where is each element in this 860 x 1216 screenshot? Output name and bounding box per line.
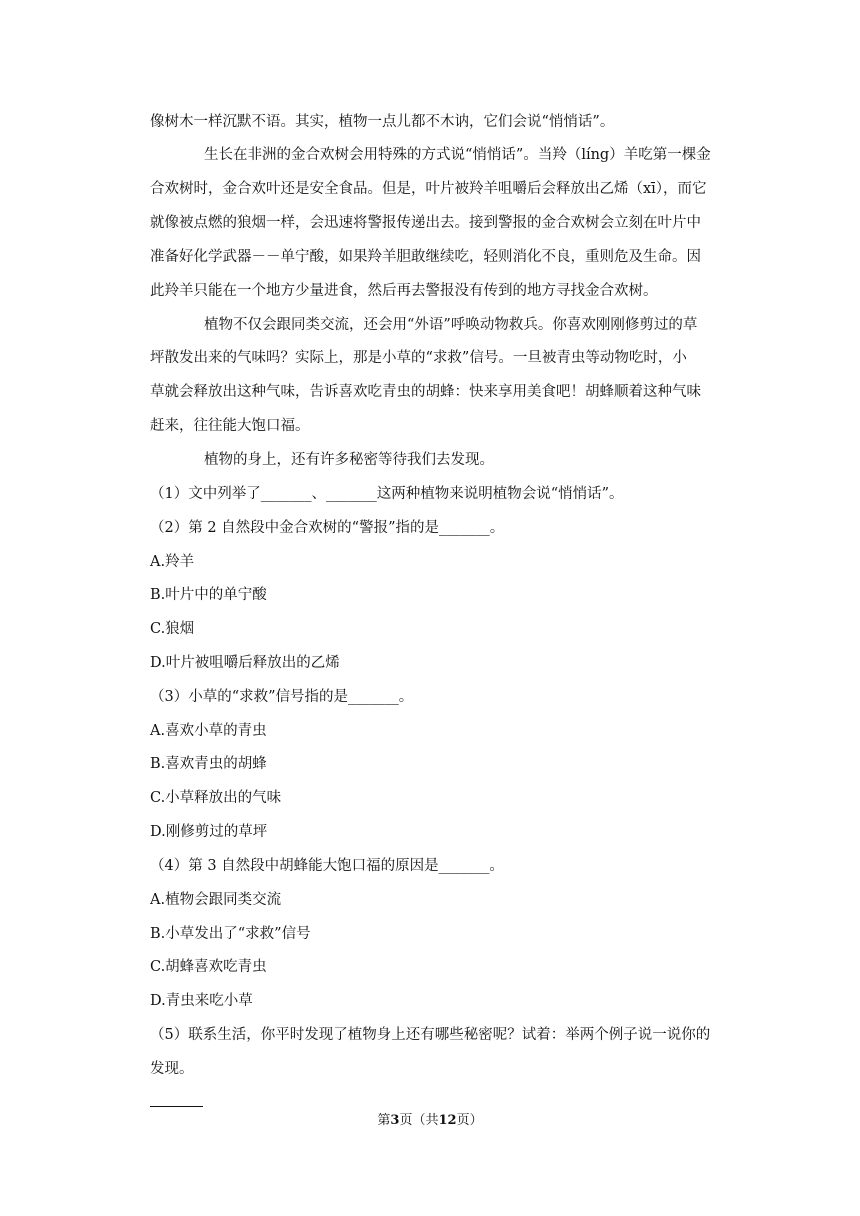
question-4-option-a: A.植物会跟同类交流: [150, 892, 282, 908]
paragraph-3-line-3: 草就会释放出这种气味，告诉喜欢吃青虫的胡蜂：快来享用美食吧！胡蜂顺着这种气味: [150, 384, 701, 400]
footer-prefix: 第: [377, 1113, 391, 1128]
question-4-stem: （4）第 3 自然段中胡蜂能大饱口福的原因是_______。: [150, 858, 504, 874]
paragraph-4: 植物的身上，还有许多秘密等待我们去发现。: [204, 452, 494, 468]
question-2-option-c: C.狼烟: [150, 621, 195, 637]
footer-middle: 页（共: [399, 1113, 439, 1128]
question-1: （1）文中列举了_______、_______这两种植物来说明植物会说“悄悄话”。: [150, 486, 624, 502]
answer-blank-line: [150, 1106, 203, 1107]
paragraph-1-tail: 像树木一样沉默不语。其实，植物一点儿都不木讷，它们会说“悄悄话”。: [150, 114, 615, 130]
question-4-option-c: C.胡蜂喜欢吃青虫: [150, 959, 267, 975]
question-3-option-d: D.刚修剪过的草坪: [150, 824, 268, 840]
paragraph-3-line-1: 植物不仅会跟同类交流，还会用“外语”呼唤动物救兵。你喜欢刚刚修剪过的草: [204, 317, 698, 333]
footer-page-number: 3: [390, 1113, 400, 1128]
question-2-option-d: D.叶片被咀嚼后释放出的乙烯: [150, 655, 340, 671]
question-3-option-a: A.喜欢小草的青虫: [150, 723, 267, 739]
paragraph-2-line-4: 准备好化学武器－－单宁酸，如果羚羊胆敢继续吃，轻则消化不良，重则危及生命。因: [150, 249, 701, 265]
paragraph-2-line-1: 生长在非洲的金合欢树会用特殊的方式说“悄悄话”。当羚（líng）羊吃第一棵金: [204, 147, 711, 163]
page-footer: [0, 1112, 860, 1130]
question-3-option-c: C.小草释放出的气味: [150, 790, 282, 806]
question-3-option-b: B.喜欢青虫的胡蜂: [150, 756, 267, 772]
paragraph-2-line-2: 合欢树时，金合欢叶还是安全食品。但是，叶片被羚羊咀嚼后会释放出乙烯（xī），而它: [150, 181, 707, 197]
question-3-stem: （3）小草的“求救”信号指的是_______。: [150, 689, 414, 705]
question-5-line-1: （5）联系生活，你平时发现了植物身上还有哪些秘密呢？试着：举两个例子说一说你的: [150, 1027, 711, 1043]
paragraph-2-line-3: 就像被点燃的狼烟一样，会迅速将警报传递出去。接到警报的金合欢树会立刻在叶片中: [150, 215, 701, 231]
question-5-line-2: 发现。: [150, 1061, 194, 1077]
paragraph-3-line-4: 赶来，往往能大饱口福。: [150, 418, 310, 434]
paragraph-2-line-5: 此羚羊只能在一个地方少量进食，然后再去警报没有传到的地方寻找金合欢树。: [150, 283, 658, 299]
question-2-option-b: B.叶片中的单宁酸: [150, 587, 267, 603]
question-2-stem: （2）第 2 自然段中金合欢树的“警报”指的是_______。: [150, 520, 505, 536]
paragraph-3-line-2: 坪散发出来的气味吗？实际上，那是小草的“求救”信号。一旦被青虫等动物吃时，小: [150, 350, 687, 366]
question-4-option-d: D.青虫来吃小草: [150, 993, 253, 1009]
question-2-option-a: A.羚羊: [150, 554, 195, 570]
footer-total-pages: 12: [438, 1113, 457, 1128]
question-4-option-b: B.小草发出了“求救”信号: [150, 926, 311, 942]
footer-suffix: 页）: [456, 1113, 483, 1128]
